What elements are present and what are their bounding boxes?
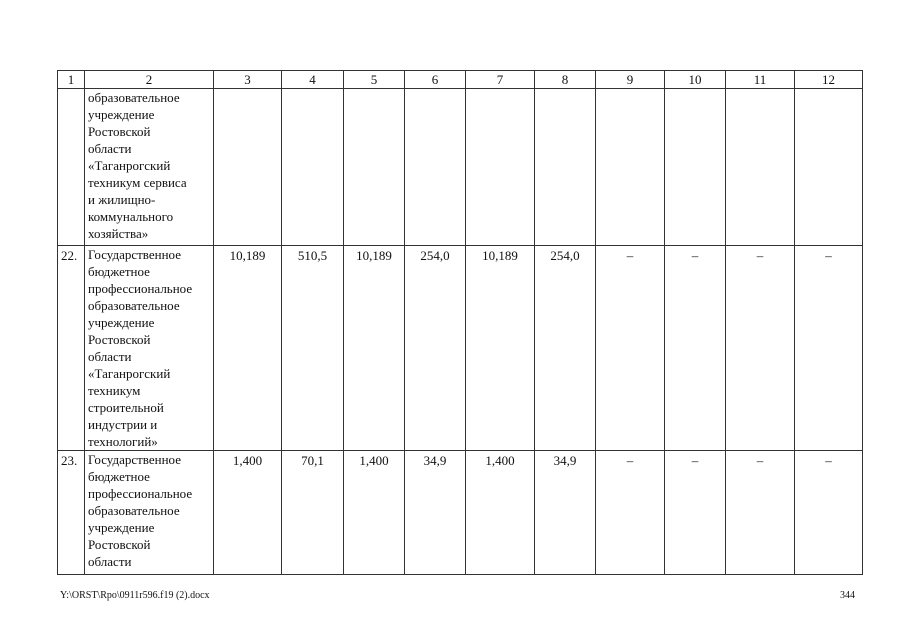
name-line: области xyxy=(88,141,132,156)
cell-col-7: 1,400 xyxy=(466,451,535,575)
table-row xyxy=(58,451,863,575)
cell-col-10 xyxy=(665,89,726,246)
cell-col-5: 10,189 xyxy=(344,246,405,451)
cell-col-11: – xyxy=(726,246,795,451)
cell-col-11 xyxy=(726,89,795,246)
name-line: образовательное xyxy=(88,298,180,313)
footer-file-path: Y:\ORST\Rpo\0911r596.f19 (2).docx xyxy=(60,590,210,601)
name-line: индустрии и xyxy=(88,417,158,432)
cell-col-5 xyxy=(344,89,405,246)
table-row xyxy=(58,246,863,451)
column-header-8: 8 xyxy=(535,71,596,89)
cell-col-9 xyxy=(596,89,665,246)
name-line: образовательное xyxy=(88,90,180,105)
cell-col-6: 254,0 xyxy=(405,246,466,451)
cell-col-9: – xyxy=(596,451,665,575)
column-header-4: 4 xyxy=(282,71,344,89)
name-line: Государственное xyxy=(88,247,181,262)
name-line: техникум xyxy=(88,383,141,398)
name-line: учреждение xyxy=(88,315,155,330)
column-header-10: 10 xyxy=(665,71,726,89)
column-header-6: 6 xyxy=(405,71,466,89)
column-header-3: 3 xyxy=(214,71,282,89)
column-header-12: 12 xyxy=(795,71,863,89)
name-line: Ростовской xyxy=(88,537,151,552)
name-line: и жилищно- xyxy=(88,192,156,207)
column-header-7: 7 xyxy=(466,71,535,89)
name-line: Государственное xyxy=(88,452,181,467)
name-line: «Таганрогский xyxy=(88,366,171,381)
row-index: 23. xyxy=(58,451,85,575)
name-line: области xyxy=(88,554,132,569)
table-row xyxy=(58,89,863,246)
header-row xyxy=(58,71,863,89)
name-line: профессиональное xyxy=(88,486,193,501)
name-line: строительной xyxy=(88,400,164,415)
cell-col-10: – xyxy=(665,246,726,451)
cell-col-3: 1,400 xyxy=(214,451,282,575)
name-line: образовательное xyxy=(88,503,180,518)
cell-col-6: 34,9 xyxy=(405,451,466,575)
cell-col-3: 10,189 xyxy=(214,246,282,451)
name-line: профессиональное xyxy=(88,281,193,296)
cell-col-8: 34,9 xyxy=(535,451,596,575)
footer-page-number: 344 xyxy=(840,590,855,601)
name-line: учреждение xyxy=(88,107,155,122)
cell-col-8 xyxy=(535,89,596,246)
column-header-5: 5 xyxy=(344,71,405,89)
cell-col-4 xyxy=(282,89,344,246)
name-line: коммунального xyxy=(88,209,174,224)
name-line: Ростовской xyxy=(88,332,151,347)
cell-col-8: 254,0 xyxy=(535,246,596,451)
name-line: Ростовской xyxy=(88,124,151,139)
name-line: бюджетное xyxy=(88,469,150,484)
name-line: «Таганрогский xyxy=(88,158,171,173)
name-line: хозяйства» xyxy=(88,226,149,241)
column-header-11: 11 xyxy=(726,71,795,89)
column-header-9: 9 xyxy=(596,71,665,89)
cell-col-12: – xyxy=(795,451,863,575)
name-line: области xyxy=(88,349,132,364)
column-header-1: 1 xyxy=(58,71,85,89)
cell-col-3 xyxy=(214,89,282,246)
name-line: техникум сервиса xyxy=(88,175,187,190)
cell-col-7 xyxy=(466,89,535,246)
institution-name xyxy=(85,246,214,451)
cell-col-9: – xyxy=(596,246,665,451)
institution-name xyxy=(85,451,214,575)
cell-col-5: 1,400 xyxy=(344,451,405,575)
cell-col-11: – xyxy=(726,451,795,575)
cell-col-10: – xyxy=(665,451,726,575)
cell-col-6 xyxy=(405,89,466,246)
name-line: технологий» xyxy=(88,434,158,449)
cell-col-4: 510,5 xyxy=(282,246,344,451)
row-index xyxy=(58,89,85,246)
data-table xyxy=(57,70,863,575)
name-line: учреждение xyxy=(88,520,155,535)
row-index: 22. xyxy=(58,246,85,451)
institution-name xyxy=(85,89,214,246)
cell-col-4: 70,1 xyxy=(282,451,344,575)
name-line: бюджетное xyxy=(88,264,150,279)
column-header-2: 2 xyxy=(85,71,214,89)
cell-col-12 xyxy=(795,89,863,246)
cell-col-12: – xyxy=(795,246,863,451)
cell-col-7: 10,189 xyxy=(466,246,535,451)
